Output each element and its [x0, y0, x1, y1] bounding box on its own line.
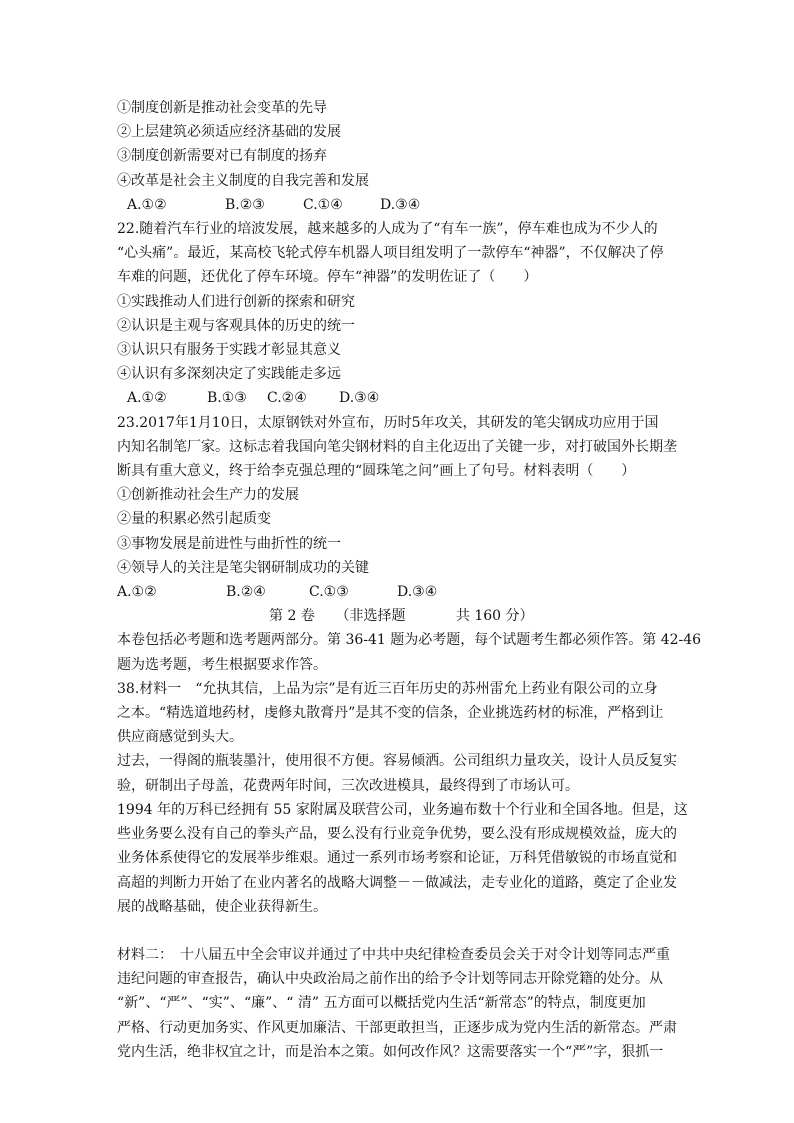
- q21-choice-b: B.②③: [225, 196, 265, 213]
- q21-option-2: ②上层建筑必须适应经济基础的发展: [117, 124, 341, 141]
- q22-stem-line: 车难的问题，还优化了停车环境。停车“神器”的发明佐证了（ ）: [117, 269, 538, 286]
- section-2-title: 第 2 卷: [269, 608, 315, 625]
- paragraph-gap: [117, 919, 682, 943]
- q22-stem-line: “心头痛”。最近，某高校飞轮式停车机器人项目组发明了一款停车“神器”，不仅解决了停: [117, 245, 664, 262]
- q23-option-3: ③事物发展是前进性与曲折性的统一: [117, 535, 341, 552]
- q22-option-2: ②认识是主观与客观具体的历史的统一: [117, 317, 355, 334]
- q21-choices: [117, 193, 682, 217]
- q23-choice-c: C.①③: [309, 584, 349, 601]
- q22-stem-line: 22.随着汽车行业的培波发展，越来越多的人成为了“有车一族”，停车难也成为不少人的: [117, 221, 658, 238]
- section-2-type: （非选择题: [335, 608, 406, 625]
- q23-choice-a: A.①②: [117, 584, 157, 601]
- q22-choices: [117, 386, 682, 410]
- q38-material2-line: 材料二： 十八届五中全会审议并通过了中共中央纪律检查委员会关于对令计划等同志严重: [117, 946, 670, 963]
- q38-paragraph3-line: 展的战略基础，使企业获得新生。: [117, 898, 327, 915]
- q21-option-4: ④改革是社会主义制度的自我完善和发展: [117, 172, 369, 189]
- q23-choices: [117, 580, 682, 604]
- q21-choice-c: C.①④: [303, 196, 343, 213]
- q21-choice-a: A.①②: [127, 196, 167, 213]
- q21-option-1: ①制度创新是推动社会变革的先导: [117, 100, 327, 116]
- q22-choice-b: B.①③: [207, 390, 247, 407]
- q21-choice-d: D.③④: [380, 196, 421, 213]
- q38-paragraph3-line: 1994 年的万科已经拥有 55 家附属及联营公司，业务遍布数十个行业和全国各地。但是，这: [117, 801, 688, 818]
- section-2-points: 共 160 分）: [455, 608, 534, 625]
- q38-paragraph3-line: 业务体系使得它的发展举步维艰。通过一系列市场考察和论证，万科凭借敏锐的市场直觉和: [117, 850, 677, 867]
- q23-option-1: ①创新推动社会生产力的发展: [117, 487, 299, 504]
- q38-material1-line: 之本。“精选道地药材，虔修丸散膏丹”是其不变的信条，企业挑选药材的标准，严格到让: [117, 705, 664, 722]
- q23-option-2: ②量的积累必然引起质变: [117, 511, 271, 528]
- q23-stem-line: 23.2017年1月10日，太原钢铁对外宣布，历时5年攻关，其研发的笔尖钢成功应用于国: [117, 414, 659, 431]
- q22-choice-a: A.①②: [127, 390, 167, 407]
- q38-material2-line: “新”、“严”、“实”、“廉”、“ 清” 五方面可以概括党内生活“新常态”的特点，制度更加: [117, 995, 646, 1012]
- q22-choice-c: C.②④: [267, 390, 307, 407]
- q23-choice-d: D.③④: [397, 584, 438, 601]
- q21-option-3: ③制度创新需要对已有制度的扬弃: [117, 148, 327, 165]
- q22-option-4: ④认识有多深刻决定了实践能走多远: [117, 366, 341, 383]
- q38-material2-line: 党内生活，绝非权宜之计，而是治本之策。如何改作风？这需要落实一个“严”字，狠抓一: [117, 1043, 664, 1060]
- q22-option-1: ①实践推动人们进行创新的探索和研究: [117, 293, 355, 310]
- q38-material1-line: 供应商感觉到头大。: [117, 729, 243, 746]
- q38-paragraph3-line: 些业务要么没有自己的拳头产品，要么没有行业竞争优势，要么没有形成规模效益，庞大的: [117, 826, 677, 843]
- q23-stem-line: 断具有重大意义，终于给李克强总理的“圆珠笔之问”画上了句号。材料表明（ ）: [117, 463, 636, 480]
- q23-option-4: ④领导人的关注是笔尖钢研制成功的关键: [117, 559, 369, 576]
- q38-paragraph3-line: 高超的判断力开始了在业内著名的战略大调整－－做减法，走专业化的道路，奠定了企业发: [117, 874, 677, 891]
- q22-choice-d: D.③④: [339, 390, 380, 407]
- q23-choice-b: B.②④: [226, 584, 266, 601]
- section-2-intro-line: 题为选考题，考生根据要求作答。: [117, 656, 327, 673]
- section-2-heading: [117, 604, 682, 628]
- exam-page: [117, 96, 702, 1064]
- q22-option-3: ③认识只有服务于实践才彰显其意义: [117, 342, 341, 359]
- q38-paragraph2-line: 验，研制出子母盖，花费两年时间，三次改进模具，最终得到了市场认可。: [117, 777, 579, 794]
- q38-paragraph2-line: 过去，一得阁的瓶装墨汁，使用很不方便。容易倾洒。公司组织力量攻关，设计人员反复实: [117, 753, 677, 770]
- q23-stem-line: 内知名制笔厂家。这标志着我国向笔尖钢材料的自主化迈出了关键一步，对打破国外长期垄: [117, 438, 677, 455]
- section-2-intro-line: 本卷包括必考题和选考题两部分。第 36-41 题为必考题，每个试题考生都必须作答。第 42-46: [117, 632, 702, 649]
- q38-material2-line: 违纪问题的审查报告，确认中央政治局之前作出的给予令计划等同志开除党籍的处分。从: [117, 971, 663, 988]
- q38-material2-line: 严格、行动更加务实、作风更加廉洁、干部更敢担当，正逐步成为党内生活的新常态。严肃: [117, 1019, 677, 1036]
- q38-material1-line: 38.材料一 “允执其信，上品为宗”是有近三百年历史的苏州雷允上药业有限公司的立身: [117, 680, 658, 697]
